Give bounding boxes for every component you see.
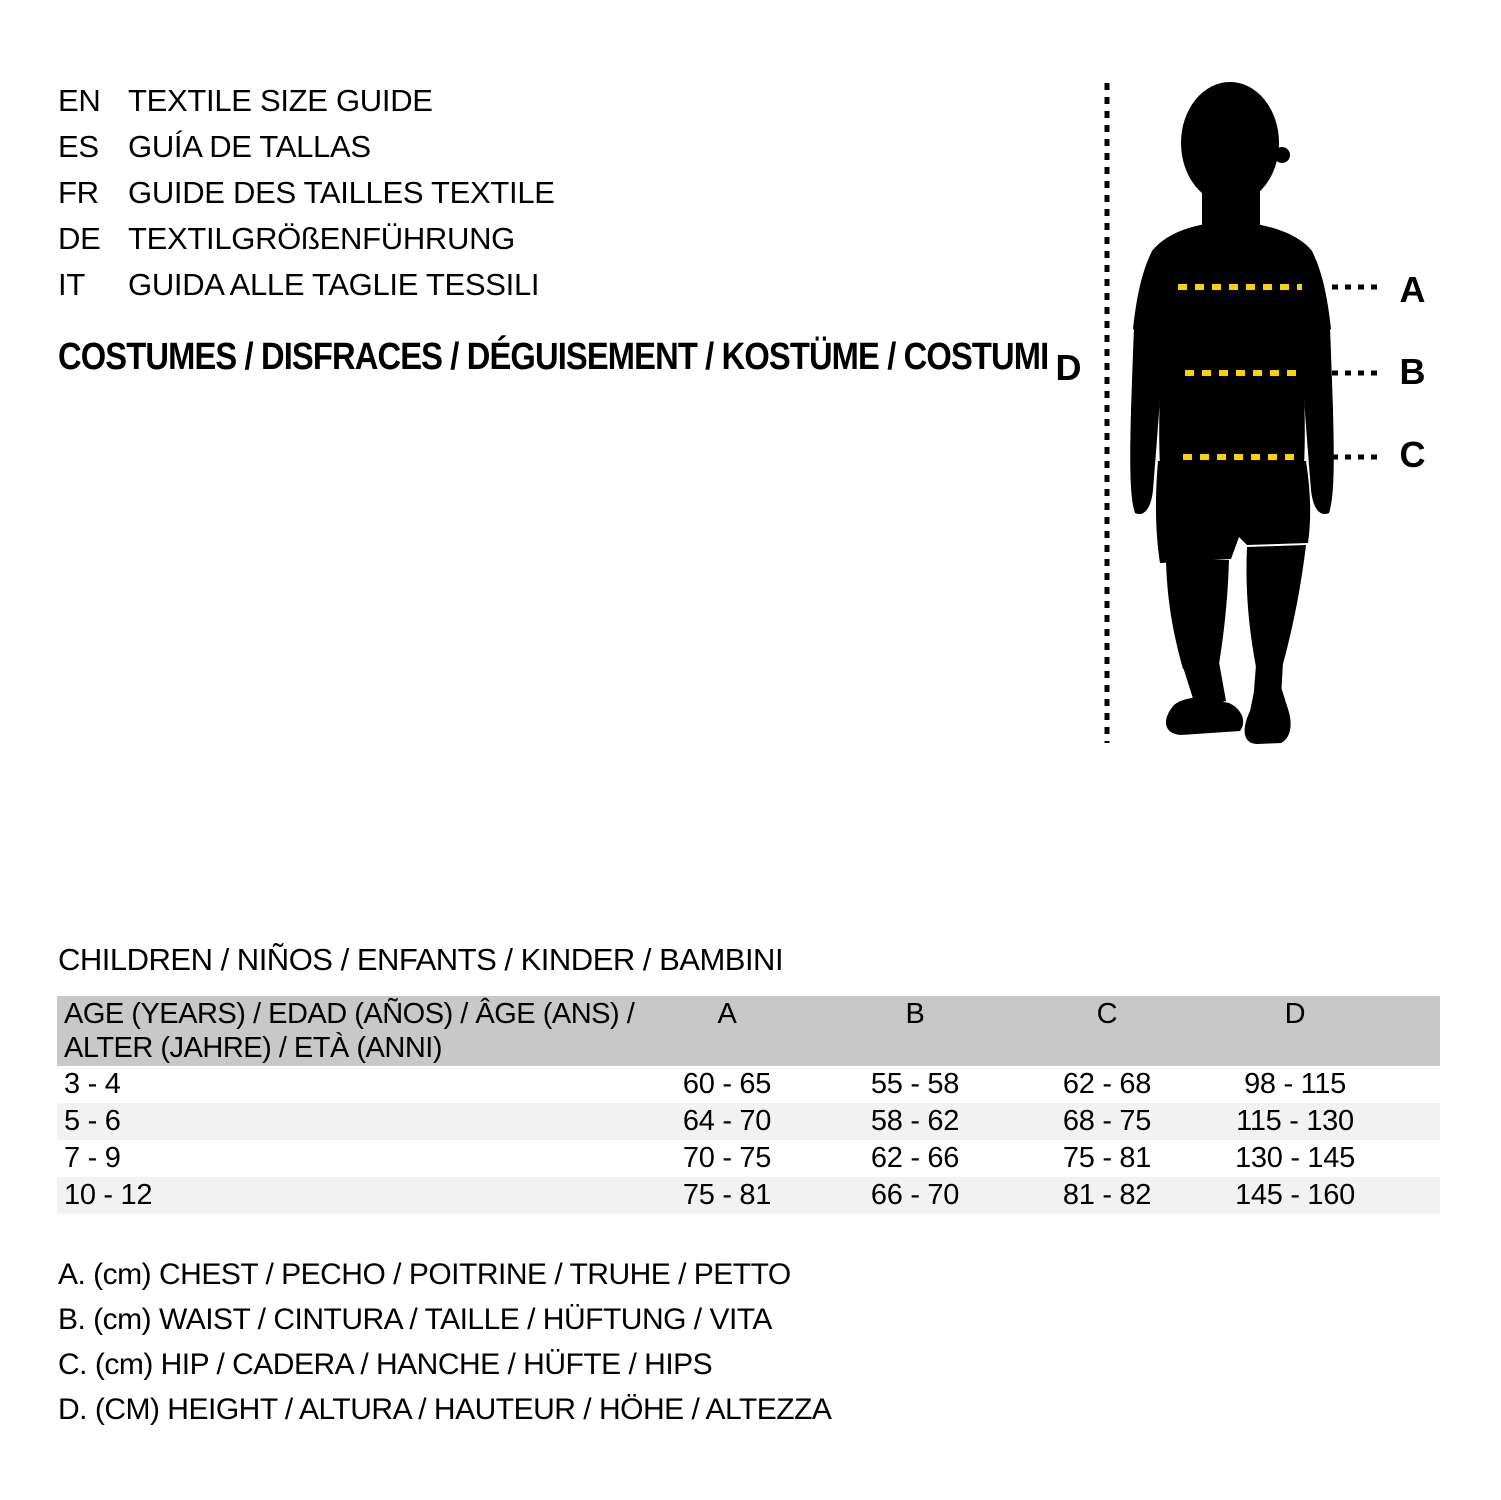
figure-label-a: A — [1399, 269, 1425, 310]
category-title: COSTUMES / DISFRACES / DÉGUISEMENT / KOSTÜME / COSTUMI — [58, 336, 1049, 378]
height-cell: 145 - 160 — [1235, 1179, 1355, 1211]
table-row — [57, 1066, 1440, 1103]
language-code: ES — [58, 129, 99, 164]
age-header-line2: ALTER (JAHRE) / ETÀ (ANNI) — [64, 1032, 442, 1064]
waist-cell: 58 - 62 — [870, 1105, 960, 1137]
measurement-figure — [1050, 75, 1450, 765]
height-cell: 130 - 145 — [1235, 1142, 1355, 1174]
age-cell: 7 - 9 — [64, 1142, 121, 1174]
language-row-es — [58, 130, 555, 176]
column-header-a: A — [717, 998, 737, 1030]
language-list — [58, 84, 555, 314]
column-header-d: D — [1284, 998, 1306, 1030]
child-silhouette-icon — [1130, 82, 1334, 744]
age-cell: 10 - 12 — [64, 1179, 153, 1211]
waist-cell: 55 - 58 — [870, 1068, 960, 1100]
figure-label-c: C — [1399, 434, 1425, 475]
measurement-legend — [58, 1258, 831, 1438]
language-row-en — [58, 84, 555, 130]
chest-cell: 70 - 75 — [682, 1142, 772, 1174]
age-cell: 3 - 4 — [64, 1068, 121, 1100]
table-row — [57, 1140, 1440, 1177]
language-row-de — [58, 222, 555, 268]
chest-cell: 60 - 65 — [682, 1068, 772, 1100]
age-column-header — [64, 997, 634, 1065]
language-title: GUIDE DES TAILLES TEXTILE — [128, 175, 555, 210]
legend-hip: C. (cm) HIP / CADERA / HANCHE / HÜFTE / HIPS — [58, 1348, 713, 1381]
height-cell: 115 - 130 — [1236, 1105, 1354, 1137]
chest-cell: 64 - 70 — [682, 1105, 772, 1137]
language-code: EN — [58, 83, 101, 118]
language-title: TEXTILE SIZE GUIDE — [128, 83, 433, 118]
hip-cell: 68 - 75 — [1062, 1105, 1152, 1137]
legend-chest: A. (cm) CHEST / PECHO / POITRINE / TRUHE / PETTO — [58, 1258, 791, 1291]
language-code: FR — [58, 175, 99, 210]
language-code: IT — [58, 267, 85, 302]
age-header-line1: AGE (YEARS) / EDAD (AÑOS) / ÂGE (ANS) / — [64, 998, 635, 1030]
legend-height: D. (CM) HEIGHT / ALTURA / HAUTEUR / HÖHE / ALTEZZA — [58, 1393, 832, 1426]
table-row — [57, 1177, 1440, 1214]
size-table — [57, 996, 1440, 1214]
age-cell: 5 - 6 — [64, 1105, 121, 1137]
table-row — [57, 1103, 1440, 1140]
figure-label-d: D — [1055, 347, 1081, 388]
language-code: DE — [58, 221, 101, 256]
hip-cell: 81 - 82 — [1062, 1179, 1152, 1211]
section-title-children: CHILDREN / NIÑOS / ENFANTS / KINDER / BAMBINI — [58, 942, 784, 977]
language-title: GUÍA DE TALLAS — [128, 129, 371, 164]
language-row-it — [58, 268, 555, 314]
figure-label-b: B — [1399, 351, 1425, 392]
hip-cell: 62 - 68 — [1062, 1068, 1152, 1100]
waist-cell: 66 - 70 — [870, 1179, 960, 1211]
height-cell: 98 - 115 — [1244, 1068, 1346, 1100]
column-header-b: B — [905, 998, 925, 1030]
waist-cell: 62 - 66 — [870, 1142, 960, 1174]
legend-waist: B. (cm) WAIST / CINTURA / TAILLE / HÜFTUNG / VITA — [58, 1303, 772, 1336]
hip-cell: 75 - 81 — [1062, 1142, 1152, 1174]
language-row-fr — [58, 176, 555, 222]
language-title: GUIDA ALLE TAGLIE TESSILI — [128, 267, 540, 302]
language-title: TEXTILGRÖßENFÜHRUNG — [128, 221, 515, 256]
table-header-row — [57, 996, 1440, 1066]
chest-cell: 75 - 81 — [682, 1179, 772, 1211]
column-header-c: C — [1096, 998, 1118, 1030]
